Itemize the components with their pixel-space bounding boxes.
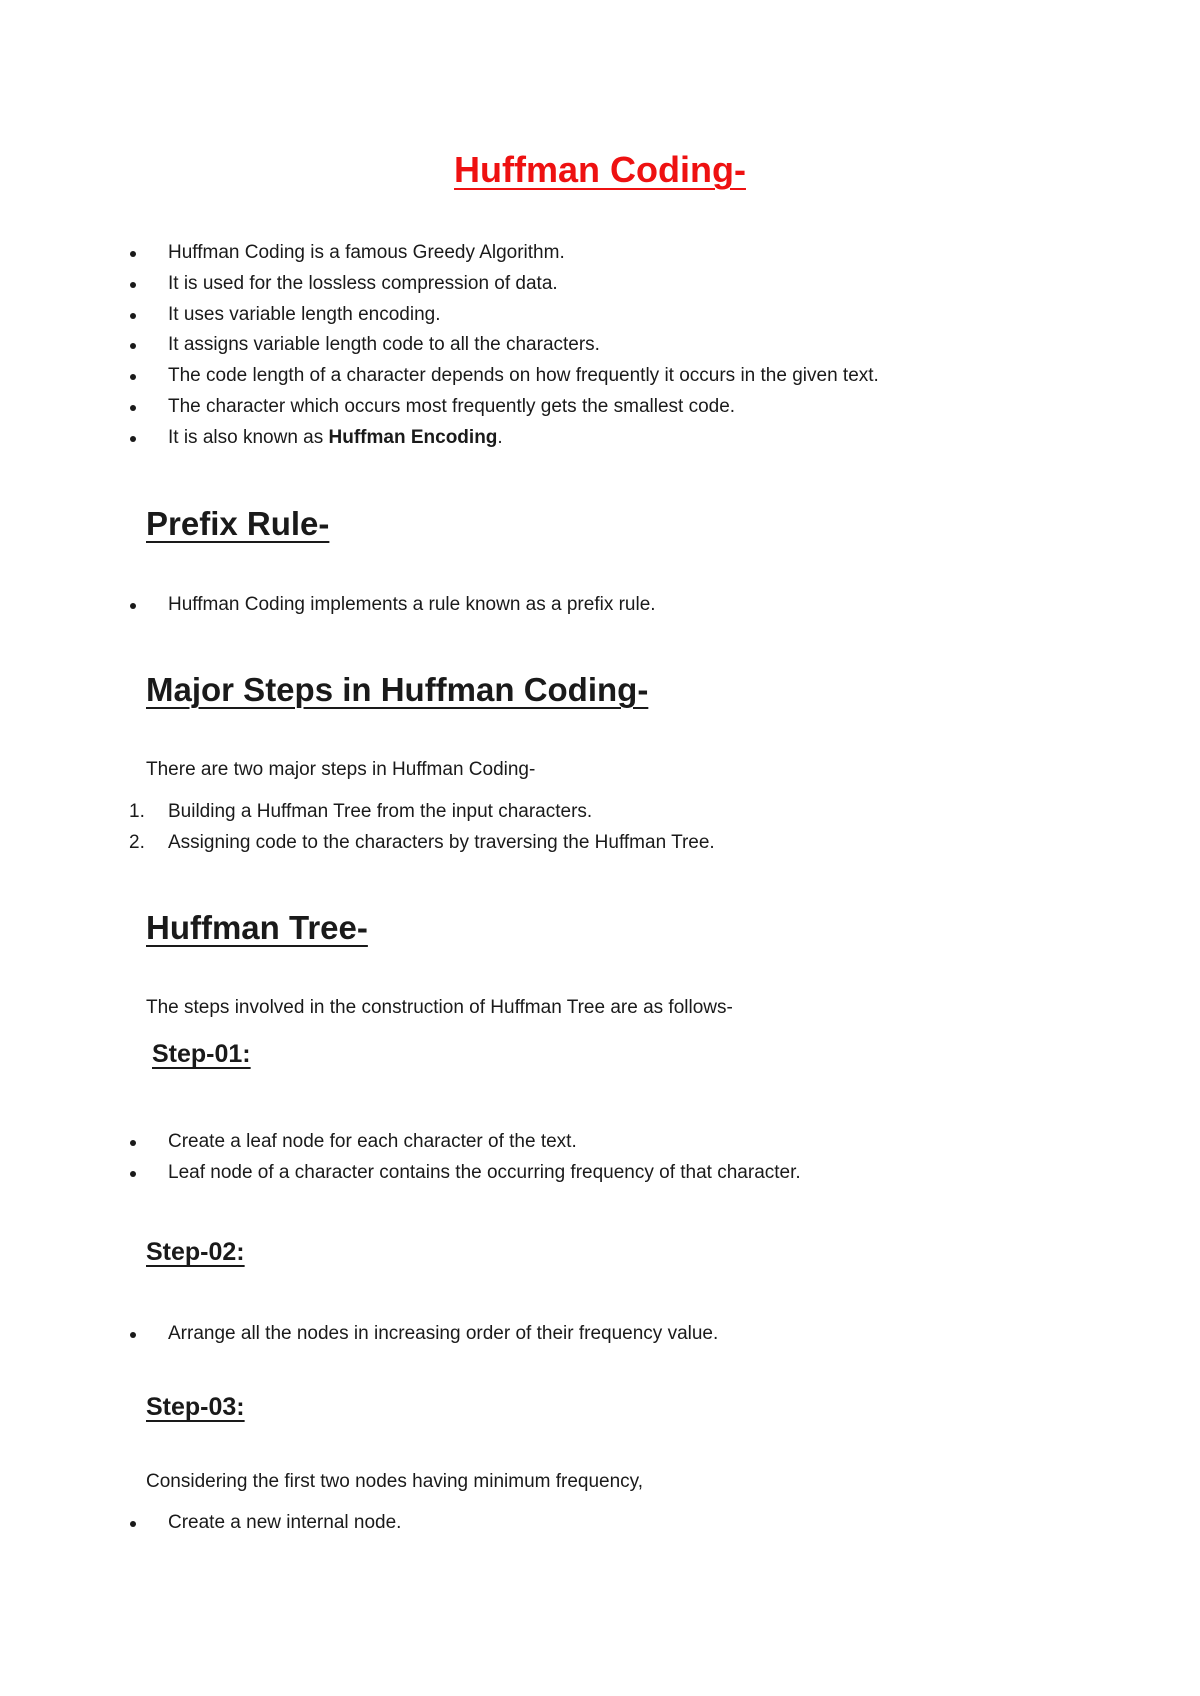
list-item-text: Assigning code to the characters by traversing the Huffman Tree.	[168, 831, 715, 853]
list-item: It assigns variable length code to all the characters.	[0, 330, 879, 361]
list-item: It is used for the lossless compression of data.	[0, 269, 879, 300]
list-item: Arrange all the nodes in increasing order of their frequency value.	[0, 1319, 718, 1350]
list-number: 1.	[129, 801, 145, 822]
step-01-bullet-list	[0, 1127, 801, 1189]
intro-bullet-list	[0, 238, 879, 454]
huffman-tree-intro: The steps involved in the construction of Huffman Tree are as follows-	[146, 997, 733, 1018]
list-item: Huffman Coding implements a rule known as a prefix rule.	[0, 590, 656, 621]
list-item: Create a leaf node for each character of the text.	[0, 1127, 801, 1158]
bold-term: Huffman Encoding	[328, 426, 498, 448]
list-item: Leaf node of a character contains the occurring frequency of that character.	[0, 1158, 801, 1189]
list-item: Huffman Coding is a famous Greedy Algorithm.	[0, 238, 879, 269]
step-01-heading: Step-01:	[152, 1040, 251, 1068]
step-03-intro: Considering the first two nodes having minimum frequency,	[146, 1471, 644, 1492]
step-02-heading: Step-02:	[146, 1238, 245, 1266]
section-heading-huffman-tree: Huffman Tree-	[146, 909, 368, 946]
major-steps-numbered-list	[0, 797, 715, 859]
list-item-text: Building a Huffman Tree from the input characters.	[168, 801, 593, 822]
list-item	[0, 828, 715, 859]
list-item-text: It is also known as	[168, 426, 329, 448]
prefix-rule-bullet-list	[0, 590, 656, 621]
section-heading-prefix-rule: Prefix Rule-	[146, 505, 330, 542]
list-item	[0, 797, 715, 828]
step-03-heading: Step-03:	[146, 1393, 245, 1421]
section-heading-major-steps: Major Steps in Huffman Coding-	[146, 671, 649, 708]
list-item	[0, 423, 879, 454]
list-number: 2.	[129, 831, 145, 853]
list-item: The code length of a character depends on how frequently it occurs in the given text.	[0, 361, 879, 392]
page-title: Huffman Coding-	[454, 149, 746, 190]
list-item: The character which occurs most frequently gets the smallest code.	[0, 392, 879, 423]
list-item-suffix: .	[497, 426, 503, 448]
step-02-bullet-list	[0, 1319, 718, 1350]
list-item: Create a new internal node.	[0, 1508, 401, 1539]
list-item: It uses variable length encoding.	[0, 300, 879, 331]
step-03-bullet-list	[0, 1508, 401, 1539]
major-steps-intro: There are two major steps in Huffman Coding-	[146, 759, 536, 780]
